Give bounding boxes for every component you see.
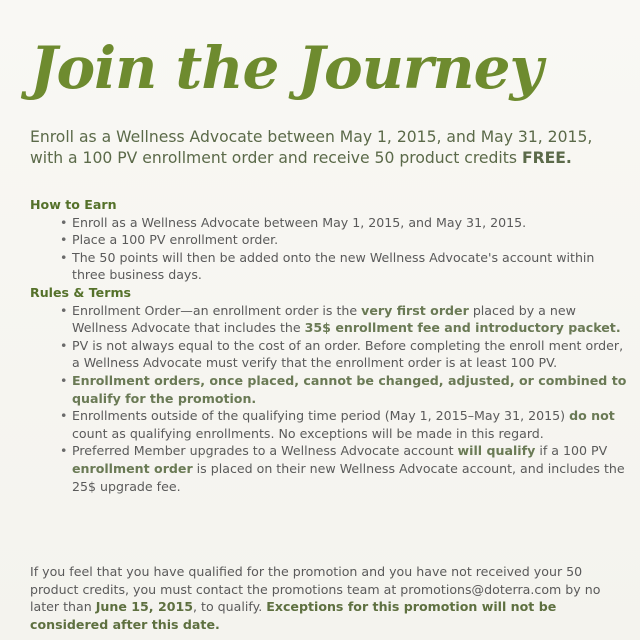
rule-emphasis: do not xyxy=(569,408,615,424)
rules-heading: Rules & Terms xyxy=(30,284,132,300)
rule-text: Enrollments outside of the qualifying time period (May 1, 2015–May 31, 2015) xyxy=(72,408,570,424)
footer-text: If you feel that you have qualified for the promotion and you have not received your 50 product credits, you must contact the promotions team at promotions@doterra.com by no later than xyxy=(30,564,601,615)
rules-list xyxy=(30,302,630,496)
intro-text: Enroll as a Wellness Advocate between May 1, 2015, and May 31, 2015, with a 100 PV enrollment order and receive 50 product credits xyxy=(30,128,593,167)
how-to-earn-list xyxy=(30,214,630,284)
intro-paragraph xyxy=(30,127,630,169)
rule-text: count as qualifying enrollments. No exceptions will be made in this regard. xyxy=(72,425,544,441)
list-item xyxy=(72,372,630,407)
rule-emphasis: 35$ enrollment fee and introductory packet. xyxy=(304,320,621,336)
footer-text: , to qualify. xyxy=(193,599,267,615)
title-script xyxy=(28,22,543,112)
list-item: • Enroll as a Wellness Advocate between May 1, 2015, and May 31, 2015. xyxy=(72,214,630,232)
footer-paragraph xyxy=(30,563,615,633)
how-to-earn-heading: How to Earn xyxy=(30,197,117,212)
intro-free: FREE. xyxy=(521,149,572,167)
rule-emphasis: very first order xyxy=(361,302,469,318)
list-item: • Place a 100 PV enrollment order. xyxy=(72,231,630,249)
rule-text: placed by a new Wellness Advocate that includes the xyxy=(72,302,576,336)
list-item xyxy=(72,302,630,337)
list-item: • PV is not always equal to the cost of an order. Before completing the enroll ment order, a Wellness Advocate must verify that the enrollment order is at least 100 PV. xyxy=(72,337,630,372)
rule-text: Enrollment Order—an enrollment order is the xyxy=(72,302,362,318)
rule-emphasis: enrollment order xyxy=(72,460,193,476)
list-item xyxy=(72,442,630,495)
rule-text: Preferred Member upgrades to a Wellness Advocate account xyxy=(72,443,458,459)
rule-text: is placed on their new Wellness Advocate account, and includes the 25$ upgrade fee. xyxy=(72,460,625,494)
footer-deadline: June 15, 2015 xyxy=(95,599,194,615)
footer-exceptions: Exceptions for this promotion will not be considered after this date. xyxy=(30,599,557,632)
page-title xyxy=(28,22,543,112)
list-item xyxy=(72,407,630,442)
rule-emphasis: will qualify xyxy=(457,443,536,459)
rule-text: if a 100 PV xyxy=(535,443,608,459)
terms-content xyxy=(30,196,630,495)
list-item: • The 50 points will then be added onto the new Wellness Advocate's account within three business days. xyxy=(72,249,630,284)
title-text: Join the Journey xyxy=(30,34,543,102)
rule-emphasis: Enrollment orders, once placed, cannot be changed, adjusted, or combined to qualify for the promotion. xyxy=(72,372,627,406)
